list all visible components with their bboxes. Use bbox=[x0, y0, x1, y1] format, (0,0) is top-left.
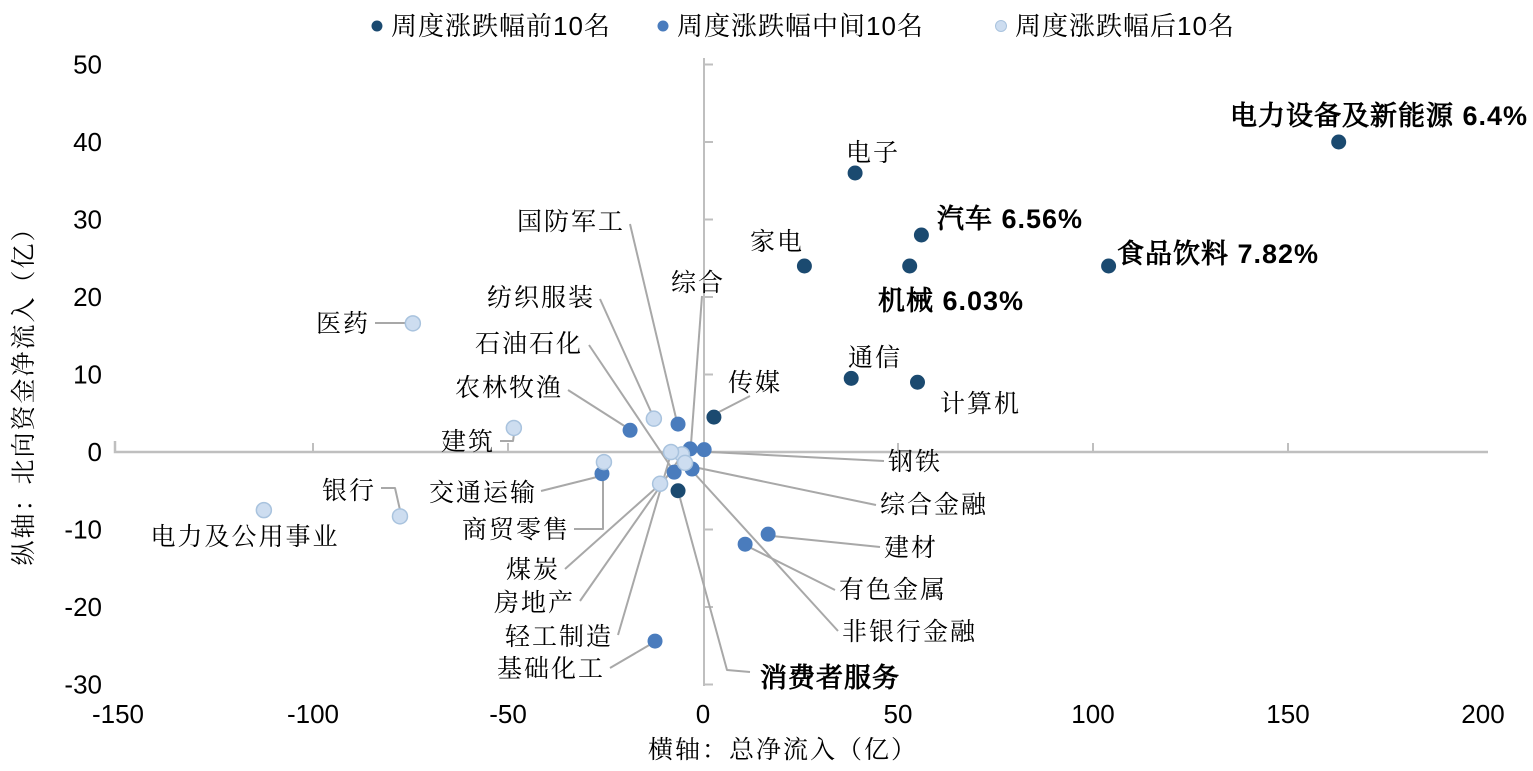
data-point-商贸零售 bbox=[596, 455, 611, 470]
leader-line-综合 bbox=[691, 296, 702, 444]
data-point-有色金属 bbox=[738, 537, 753, 552]
leader-line-国防军工 bbox=[630, 224, 676, 418]
x-tick-label: -50 bbox=[489, 699, 527, 729]
leader-line-交通运输 bbox=[541, 477, 597, 491]
point-label-商贸零售: 商贸零售 bbox=[461, 516, 570, 544]
x-tick-label: 200 bbox=[1461, 699, 1505, 729]
point-label-传媒: 传媒 bbox=[728, 369, 783, 397]
point-label-计算机: 计算机 bbox=[940, 390, 1022, 418]
point-label-综合: 综合 bbox=[670, 269, 726, 297]
point-label-银行: 银行 bbox=[321, 477, 376, 505]
leader-line-传媒 bbox=[717, 396, 750, 413]
point-label-汽车: 汽车 6.56% bbox=[937, 204, 1084, 234]
data-point-汽车 bbox=[914, 228, 929, 243]
y-tick-label: 0 bbox=[87, 437, 102, 467]
legend-label-top: 周度涨跌幅前10名 bbox=[391, 11, 611, 41]
point-label-煤炭: 煤炭 bbox=[505, 556, 560, 584]
x-tick-label: 50 bbox=[883, 699, 913, 729]
legend-marker-bottom bbox=[996, 21, 1007, 32]
y-tick-label: 30 bbox=[73, 204, 102, 235]
x-tick-label: 100 bbox=[1071, 699, 1115, 729]
data-point-电力设备及新能源 bbox=[1331, 135, 1346, 150]
data-point-农林牧渔 bbox=[623, 423, 638, 438]
point-label-消费者服务: 消费者服务 bbox=[760, 663, 900, 693]
leader-line-基础化工 bbox=[610, 644, 651, 668]
y-tick-label: -10 bbox=[64, 514, 102, 545]
point-label-钢铁: 钢铁 bbox=[888, 448, 943, 476]
x-tick-label: 0 bbox=[695, 699, 711, 729]
point-label-基础化工: 基础化工 bbox=[496, 655, 605, 683]
point-label-纺织服装: 纺织服装 bbox=[486, 284, 595, 312]
leader-line-钢铁 bbox=[710, 452, 884, 461]
axes bbox=[10, 50, 1505, 765]
x-tick-label: -100 bbox=[286, 699, 340, 729]
chart-legend bbox=[372, 11, 1235, 41]
point-label-房地产: 房地产 bbox=[493, 589, 575, 617]
y-axis-title: 纵轴：北向资金净流入（亿） bbox=[10, 214, 38, 566]
data-point-家电 bbox=[797, 259, 812, 274]
leader-line-非银行金融 bbox=[694, 473, 838, 631]
point-label-有色金属: 有色金属 bbox=[839, 576, 948, 604]
point-label-综合金融: 综合金融 bbox=[880, 491, 989, 519]
point-label-家电: 家电 bbox=[750, 228, 805, 256]
y-tick-label: 50 bbox=[73, 49, 102, 80]
data-point-机械 bbox=[902, 259, 917, 274]
point-label-石油石化: 石油石化 bbox=[474, 330, 583, 358]
data-point-国防军工 bbox=[671, 417, 686, 432]
data-point-电子 bbox=[848, 166, 863, 181]
x-axis-title: 横轴：总净流入（亿） bbox=[647, 736, 919, 764]
point-label-通信: 通信 bbox=[848, 344, 903, 372]
leader-line-建材 bbox=[772, 536, 880, 547]
legend-label-middle: 周度涨跌幅中间10名 bbox=[677, 11, 924, 41]
point-labels bbox=[150, 100, 1528, 693]
legend-marker-middle bbox=[658, 21, 669, 32]
x-axis-line bbox=[115, 441, 1488, 452]
point-label-电子: 电子 bbox=[845, 139, 901, 167]
data-point-建筑 bbox=[506, 420, 521, 435]
point-label-电力设备及新能源: 电力设备及新能源 6.4% bbox=[1229, 101, 1528, 131]
data-point-钢铁 bbox=[697, 442, 712, 457]
point-label-医药: 医药 bbox=[315, 310, 370, 338]
point-label-非银行金融: 非银行金融 bbox=[842, 618, 978, 646]
point-label-国防军工: 国防军工 bbox=[516, 208, 625, 236]
data-point-消费者服务 bbox=[671, 483, 686, 498]
data-point-医药 bbox=[405, 316, 420, 331]
x-tick-label: -150 bbox=[91, 699, 145, 729]
data-point-计算机 bbox=[910, 375, 925, 390]
data-point-传媒 bbox=[706, 410, 721, 425]
data-point-通信 bbox=[844, 371, 859, 386]
data-point-建材 bbox=[761, 527, 776, 542]
point-label-机械: 机械 6.03% bbox=[878, 286, 1025, 316]
y-tick-label: -20 bbox=[64, 592, 102, 622]
legend-marker-top bbox=[372, 21, 383, 32]
point-label-食品饮料: 食品饮料 7.82% bbox=[1117, 239, 1320, 269]
data-point-纺织服装 bbox=[646, 411, 661, 426]
data-point-食品饮料 bbox=[1101, 259, 1116, 274]
leader-line-农林牧渔 bbox=[568, 390, 626, 427]
legend-label-bottom: 周度涨跌幅后10名 bbox=[1015, 11, 1235, 41]
x-tick-label: 150 bbox=[1266, 699, 1310, 729]
leader-line-有色金属 bbox=[749, 547, 835, 590]
point-label-农林牧渔: 农林牧渔 bbox=[454, 374, 563, 402]
y-tick-label: 40 bbox=[73, 127, 102, 157]
data-point-银行 bbox=[392, 509, 407, 524]
data-point-基础化工 bbox=[648, 634, 663, 649]
point-label-建材: 建材 bbox=[884, 534, 939, 562]
leader-line-银行 bbox=[381, 488, 400, 510]
leader-line-纺织服装 bbox=[600, 299, 652, 414]
data-point-电力及公用事业 bbox=[256, 503, 271, 518]
y-tick-label: 20 bbox=[73, 282, 102, 312]
data-point-轻工制造 bbox=[664, 445, 679, 460]
data-points bbox=[256, 135, 1346, 649]
point-label-建筑: 建筑 bbox=[440, 428, 495, 456]
point-label-电力及公用事业: 电力及公用事业 bbox=[150, 523, 340, 551]
data-point-煤炭 bbox=[653, 476, 668, 491]
data-point-综合金融 bbox=[678, 455, 693, 470]
point-label-交通运输: 交通运输 bbox=[428, 479, 537, 507]
y-tick-label: 10 bbox=[73, 359, 102, 390]
point-label-轻工制造: 轻工制造 bbox=[504, 623, 613, 651]
y-tick-label: -30 bbox=[64, 669, 102, 700]
